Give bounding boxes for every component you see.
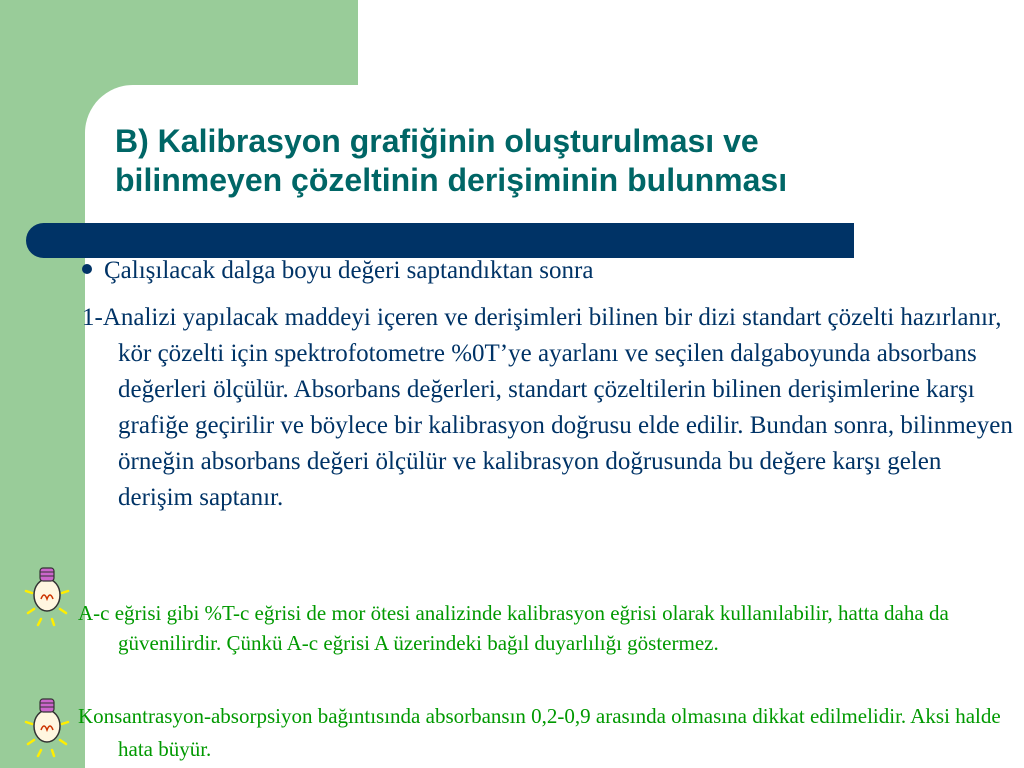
title-line-2: bilinmeyen çözeltinin derişiminin bulunması (115, 162, 788, 198)
slide-title (115, 122, 995, 200)
bullet-text: Çalışılacak dalga boyu değeri saptandıktan sonra (104, 257, 594, 284)
lightbulb-icon (24, 694, 70, 762)
lightbulb-icon (24, 563, 70, 631)
bullet-item (82, 255, 593, 287)
bullet-dot-icon (82, 264, 92, 274)
title-line-1: B) Kalibrasyon grafiğinin oluşturulması ve (115, 123, 759, 159)
main-paragraph: 1-Analizi yapılacak maddeyi içeren ve derişimleri bilinen bir dizi standart çözelti hazırlanır, kör çözelti için spektrofotometre %0T’ye ayarlanı ve seçilen dalgaboyunda absorbans değerleri ölçülür. Absorbans değerleri, standart çözeltilerin bilinen derişimlerine karşı grafiğe geçirilir ve böylece bir kalibrasyon doğrusu elde edilir. Bundan sonra, bilinmeyen örneğin absorbans değeri ölçülür ve kalibrasyon doğrusunda bu değere karşı gelen derişim saptanır. (82, 304, 1013, 511)
note-2: Konsantrasyon-absorpsiyon bağıntısında absorbansın 0,2-0,9 arasında olmasına dikkat edilmelidir. Aksi halde hata büyür. (78, 704, 1001, 761)
note-1: A-c eğrisi gibi %T-c eğrisi de mor ötesi analizinde kalibrasyon eğrisi olarak kullanılabilir, hatta daha da güvenilirdir. Çünkü A-c eğrisi A üzerindeki bağıl duyarlılığı göstermez. (78, 601, 949, 655)
title-underline-bar (26, 223, 854, 258)
